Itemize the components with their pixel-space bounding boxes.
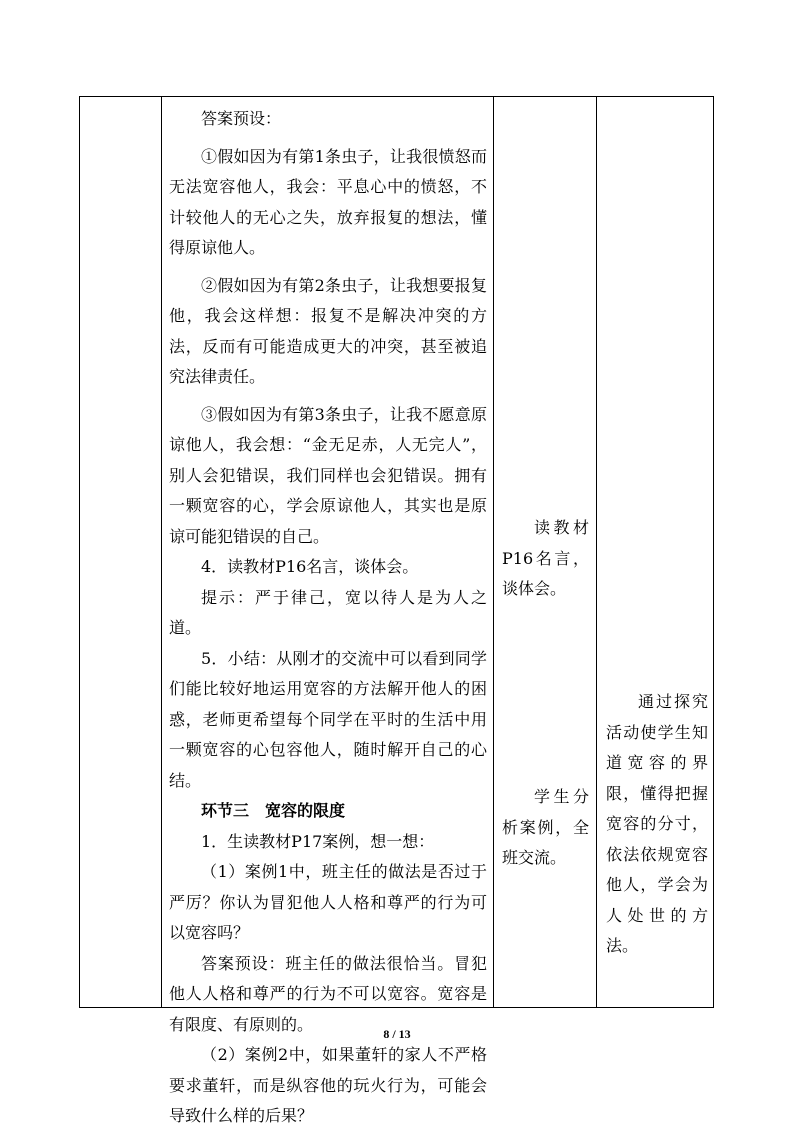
answer-item-2: ②假如因为有第2条虫子，让我想要报复他，我会这样想：报复不是解决冲突的方法，反而有可能造成更大的冲突，甚至被追究法律责任。 [169, 275, 487, 386]
hint: 提示：严于律己，宽以待人是为人之道。 [169, 587, 487, 637]
answer-item-3: ③假如因为有第3条虫子，让我不愿意原谅他人，我会想：“金无足赤，人无完人”，别人会犯错误，我们同样也会犯错误。拥有一颗宽容的心，学会原谅他人，其实也是原谅可能犯错误的自己。 [169, 404, 487, 546]
case-2-question: （2）案例2中，如果董轩的家人不严格要求董轩，而是纵容他的玩火行为，可能会导致什么样的后果？ [169, 1045, 487, 1125]
answer-item-1: ①假如因为有第1条虫子，让我很愤怒而无法宽容他人，我会：平息心中的愤怒，不计较他人的无心之失，放弃报复的想法，懂得原谅他人。 [169, 146, 487, 257]
step-1: 1．生读教材P17案例，想一想： [201, 831, 435, 851]
design-intent: 通过探究活动使学生知道宽容的界限，懂得把握宽容的分寸，依法依规宽容他人，学会为人处世的方法。 [606, 692, 708, 955]
case-1-answer: 答案预设：班主任的做法很恰当。冒犯他人人格和尊严的行为不可以宽容。宽容是有限度、有原则的。 [169, 953, 487, 1034]
page-number: 8 / 13 [383, 1027, 411, 1041]
step-4: 4．读教材P16名言，谈体会。 [201, 557, 419, 576]
stage-column [80, 97, 161, 1007]
section-heading: 环节三 宽容的限度 [201, 801, 346, 820]
design-intent-column [597, 97, 714, 1007]
student-activity-2: 学生分析案例，全班交流。 [502, 787, 589, 867]
student-activity-1: 读教材P16名言，谈体会。 [502, 518, 589, 598]
student-activity-column [494, 97, 596, 1007]
answer-preset-label: 答案预设： [201, 109, 282, 128]
case-1-question: （1）案例1中，班主任的做法是否过于严厉？你认为冒犯他人人格和尊严的行为可以宽容吗？ [169, 862, 487, 942]
summary: 5．小结：从刚才的交流中可以看到同学们能比较好地运用宽容的方法解开他人的困惑，老师更希望每个同学在平时的生活中用一颗宽容的心包容他人，随时解开自己的心结。 [169, 648, 487, 790]
